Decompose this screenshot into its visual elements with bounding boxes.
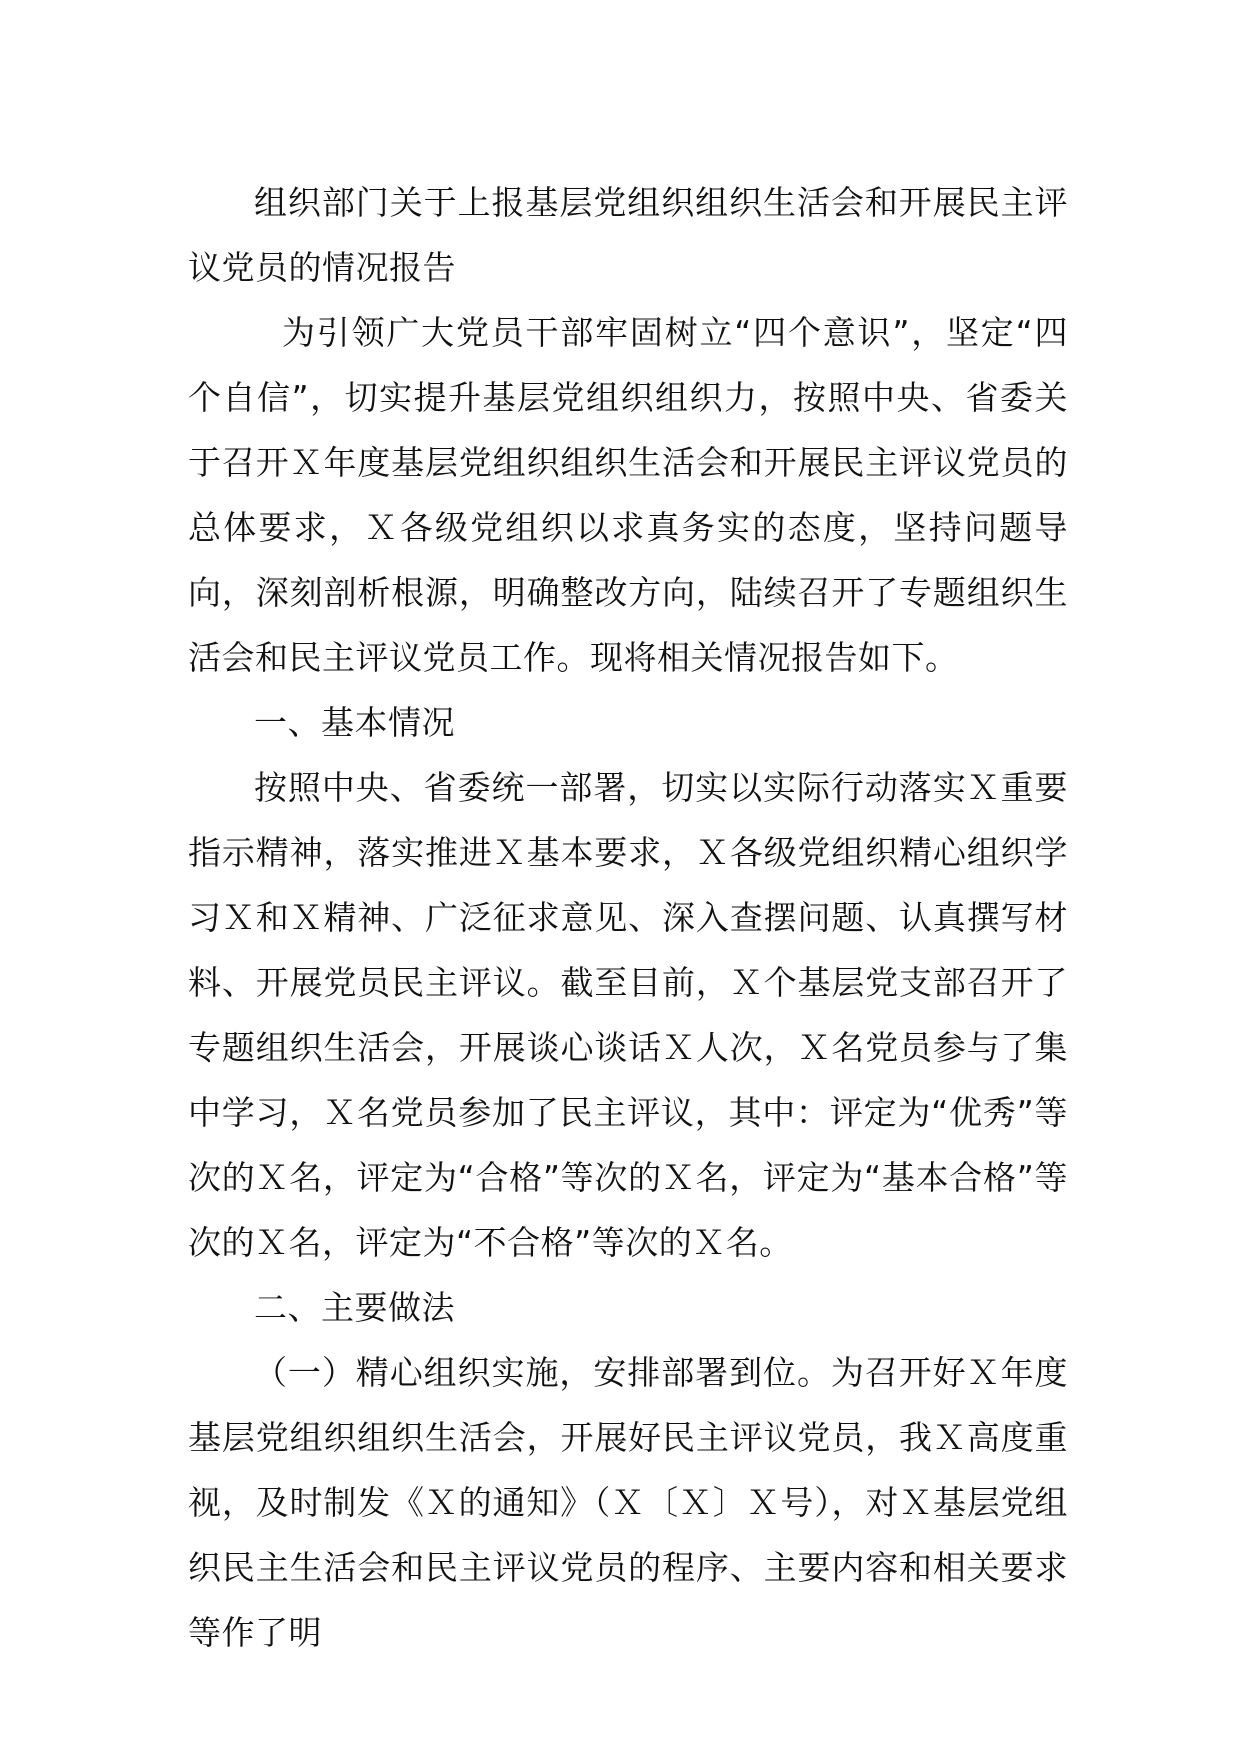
document-body [188, 170, 1068, 1665]
section-heading-basic-situation: 一、基本情况 [254, 703, 455, 742]
basic-situation-paragraph: 按照中央、省委统一部署，切实以实际行动落实Ｘ重要指示精神，落实推进Ｘ基本要求，Ｘ各级党组织精心组织学习Ｘ和Ｘ精神、广泛征求意见、深入查摆问题、认真撰写材料、开展党员民主评议。截至目前，Ｘ个基层党支部召开了专题组织生活会，开展谈心谈话Ｘ人次，Ｘ名党员参与了集中学习，Ｘ名党员参加了民主评议，其中：评定为“优秀”等次的Ｘ名，评定为“合格”等次的Ｘ名，评定为“基本合格”等次的Ｘ名，评定为“不合格”等次的Ｘ名。 [188, 768, 1068, 1262]
document-title: 组织部门关于上报基层党组织组织生活会和开展民主评议党员的情况报告 [188, 183, 1068, 287]
intro-paragraph: 为引领广大党员干部牢固树立“四个意识”，坚定“四个自信”，切实提升基层党组织组织力，按照中央、省委关于召开Ｘ年度基层党组织组织生活会和开展民主评议党员的总体要求，Ｘ各级党组织以求真务实的态度，坚持问题导向，深刻剖析根源，明确整改方向，陆续召开了专题组织生活会和民主评议党员工作。现将相关情况报告如下。 [188, 313, 1068, 677]
section-heading-main-practices: 二、主要做法 [254, 1288, 455, 1327]
main-practices-paragraph: （一）精心组织实施，安排部署到位。为召开好Ｘ年度基层党组织组织生活会，开展好民主评议党员，我Ｘ高度重视，及时制发《Ｘ的通知》（Ｘ〔Ｘ〕Ｘ号），对Ｘ基层党组织民主生活会和民主评议党员的程序、主要内容和相关要求等作了明 [188, 1353, 1068, 1652]
